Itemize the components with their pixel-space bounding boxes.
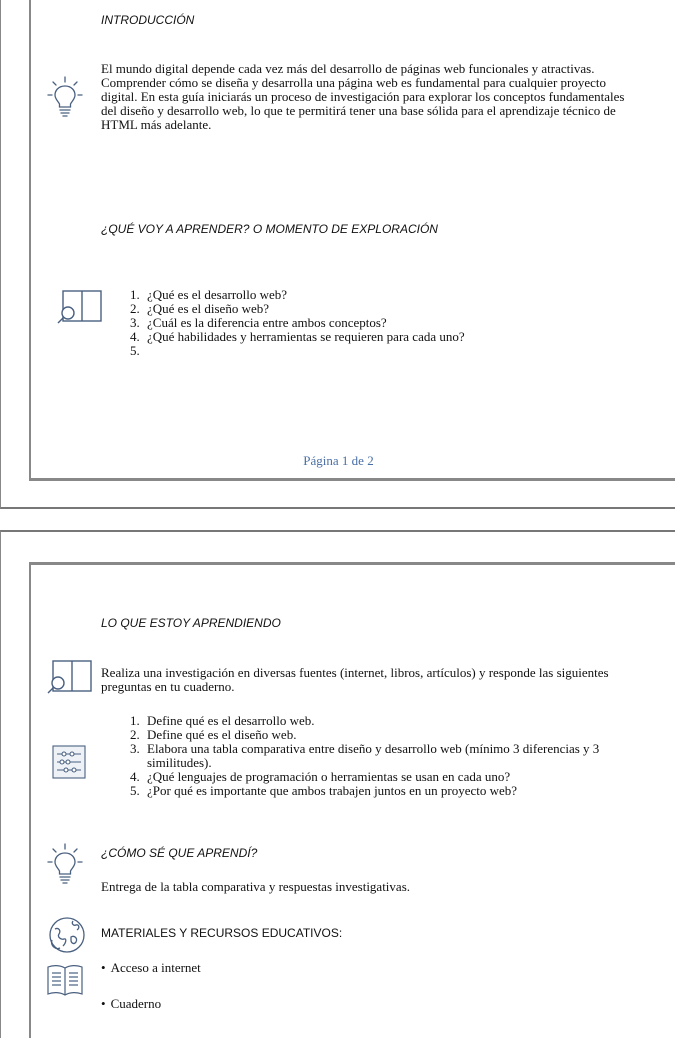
assessment-paragraph: Entrega de la tabla comparativa y respuestas investigativas. <box>101 879 410 894</box>
question-item: 4. ¿Qué habilidades y herramientas se requieren para cada uno? <box>143 330 663 344</box>
task-item: 2. Define qué es el diseño web. <box>143 728 663 742</box>
question-item: 2. ¿Qué es el diseño web? <box>143 302 663 316</box>
material-item: • Cuaderno <box>101 996 201 1012</box>
learning-tasks <box>101 714 663 798</box>
exploration-heading: ¿QUÉ VOY A APRENDER? O MOMENTO DE EXPLORACIÓN <box>101 222 438 236</box>
globe-icon <box>47 915 87 955</box>
magnifier-book-icon <box>55 289 103 325</box>
material-item: • Acceso a internet <box>101 960 201 976</box>
intro-paragraph: El mundo digital depende cada vez más del desarrollo de páginas web funcionales y atractivas. Comprender cómo se diseña y desarrolla una página web es fundamental para cualquier proyecto digital. En esta guía iniciarás un proceso de investigación para explorar los conceptos fundamentales del diseño y desarrollo web, lo que te permitirá tener una base sólida para el aprendizaje técnico de HTML más adelante. <box>101 61 625 132</box>
materials-heading: MATERIALES Y RECURSOS EDUCATIVOS: <box>101 926 343 940</box>
page-footer: Página 1 de 2 <box>303 453 374 468</box>
question-item: 1. ¿Qué es el desarrollo web? <box>143 288 663 302</box>
question-item <box>143 344 663 358</box>
learning-paragraph: Realiza una investigación en diversas fuentes (internet, libros, artículos) y responde las siguientes preguntas en tu cuaderno. <box>101 665 609 694</box>
assessment-heading: ¿CÓMO SÉ QUE APRENDÍ? <box>101 846 258 860</box>
learning-heading: LO QUE ESTOY APRENDIENDO <box>101 616 281 630</box>
materials-list <box>101 960 201 1032</box>
exploration-questions <box>101 288 663 358</box>
intro-heading: INTRODUCCIÓN <box>101 13 195 27</box>
task-item: 5. ¿Por qué es importante que ambos trabajen juntos en un proyecto web? <box>143 784 663 798</box>
task-item: 3. Elabora una tabla comparativa entre diseño y desarrollo web (mínimo 3 diferencias y 3 similitudes). <box>143 742 663 770</box>
lightbulb-icon <box>47 76 83 120</box>
question-item: 3. ¿Cuál es la diferencia entre ambos conceptos? <box>143 316 663 330</box>
page-1 <box>0 0 675 509</box>
lightbulb-icon <box>47 843 83 887</box>
task-item: 1. Define qué es el desarrollo web. <box>143 714 663 728</box>
task-item: 4. ¿Qué lenguajes de programación o herramientas se usan en cada uno? <box>143 770 663 784</box>
magnifier-book-icon <box>45 659 93 695</box>
checklist-icon <box>52 745 86 779</box>
book-icon <box>45 962 85 1000</box>
page-2 <box>0 530 675 1038</box>
